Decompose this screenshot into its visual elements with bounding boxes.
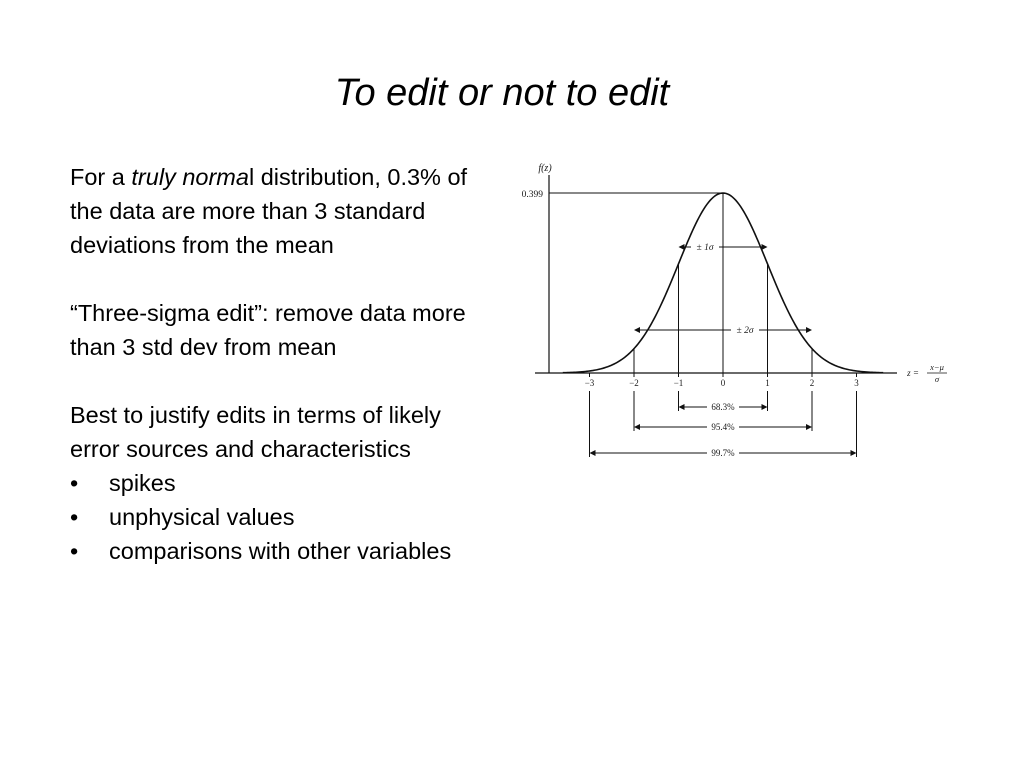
x-tick-label: 3 (854, 378, 859, 388)
x-axis-label-prefix: z = (907, 368, 919, 378)
bullet-list (70, 466, 490, 568)
coverage-label: 68.3% (711, 402, 735, 412)
y-axis-label: f(z) (538, 163, 552, 174)
arrow-head (806, 327, 812, 333)
arrow-head (634, 327, 640, 333)
sigma-interval-label: ± 2σ (736, 326, 754, 336)
x-tick-label: −3 (584, 378, 595, 388)
bullet-text: spikes (109, 470, 176, 496)
bullet-dot: • (70, 470, 79, 496)
arrow-head (762, 404, 768, 410)
arrow-head (806, 424, 812, 430)
slide-body (70, 160, 490, 568)
bullet-dot: • (70, 504, 79, 530)
para1-emphasis: truly norma (131, 164, 249, 190)
x-tick-label: 2 (809, 378, 815, 388)
arrow-head (851, 450, 857, 456)
bullet-dot: • (70, 538, 79, 564)
para1-start: For a (70, 164, 132, 190)
bullet-item (70, 500, 490, 534)
arrow-head (590, 450, 596, 456)
coverage-label: 95.4% (711, 422, 735, 432)
bullet-item (70, 466, 490, 500)
arrow-head (762, 244, 768, 250)
normal-distribution-figure (505, 155, 955, 470)
arrow-head (634, 424, 640, 430)
para1-end: l distribution, 0.3% of the data are more than 3 standard deviations from the mean (70, 164, 468, 258)
paragraph-justify-edits: Best to justify edits in terms of likely error sources and characteristics (70, 402, 441, 462)
arrow-head (679, 404, 685, 410)
paragraph-normal-distribution (70, 160, 490, 262)
x-tick-label: 1 (765, 378, 770, 388)
normal-curve-chart (505, 155, 955, 465)
peak-value-label: 0.399 (521, 190, 543, 200)
bullet-text: unphysical values (109, 504, 295, 530)
x-tick-label: −2 (629, 378, 639, 388)
bullet-text: comparisons with other variables (109, 538, 452, 564)
slide-title: To edit or not to edit (334, 72, 670, 114)
x-tick-label: 0 (720, 378, 726, 388)
bullet-item (70, 534, 490, 568)
x-axis-label-denominator: σ (934, 374, 940, 384)
coverage-label: 99.7% (711, 448, 735, 458)
x-axis-label-numerator: x−μ (930, 362, 944, 372)
paragraph-three-sigma: “Three-sigma edit”: remove data more than 3 std dev from mean (70, 300, 466, 360)
x-tick-label: −1 (673, 378, 684, 388)
arrow-head (679, 244, 685, 250)
sigma-interval-label: ± 1σ (696, 243, 714, 253)
